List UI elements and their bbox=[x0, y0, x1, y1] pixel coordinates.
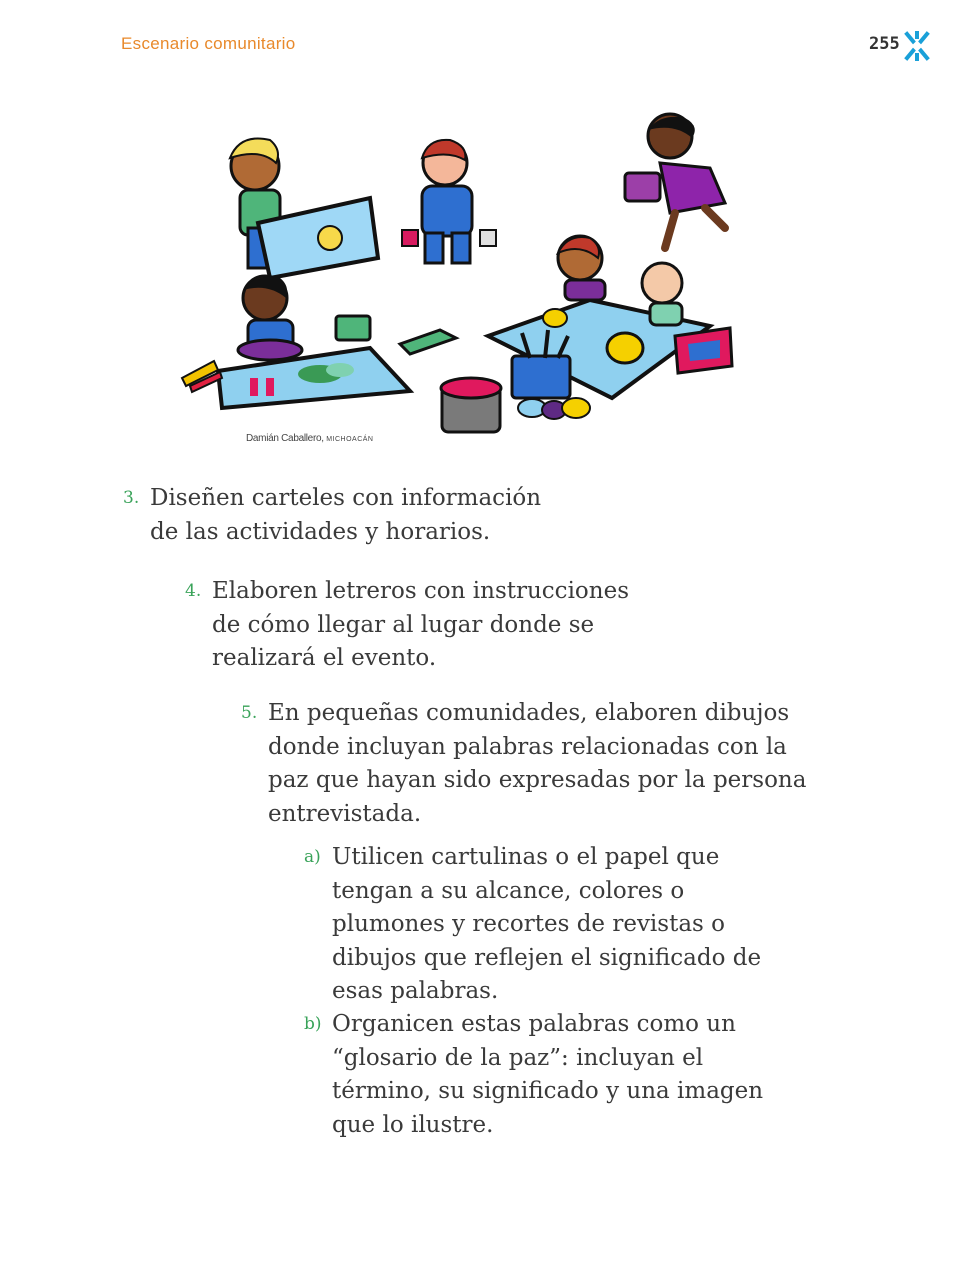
list-item-step-5 bbox=[241, 697, 807, 831]
substep-text: Utilicen cartulinas o el papel que tengan a su alcance, colores o plumones y recortes de revistas o dibujos que reflejen el significado de esas palabras. bbox=[332, 844, 762, 1004]
section-title: Escenario comunitario bbox=[121, 34, 296, 53]
cross-knot-logo-icon bbox=[904, 31, 930, 61]
step-text: Diseñen carteles con información de las actividades y horarios. bbox=[150, 485, 542, 545]
substep-label: a) bbox=[304, 847, 321, 867]
step-number: 4. bbox=[185, 581, 202, 601]
credit-region: MICHOACÁN bbox=[326, 436, 374, 443]
substep-text: Organicen estas palabras como un “glosario de la paz”: incluyan el término, su significado y una imagen que lo ilustre. bbox=[332, 1011, 764, 1138]
step-number: 5. bbox=[241, 703, 258, 723]
step-text: En pequeñas comunidades, elaboren dibujos donde incluyan palabras relacionadas con la paz que hayan sido expresadas por la persona entrevistada. bbox=[268, 700, 807, 827]
list-item-step-3 bbox=[123, 482, 542, 549]
list-item-step-4 bbox=[185, 575, 629, 676]
step-text: Elaboren letreros con instrucciones de cómo llegar al lugar donde se realizará el evento. bbox=[212, 578, 629, 671]
credit-name: Damián Caballero, bbox=[246, 433, 324, 444]
list-item-substep-a bbox=[304, 841, 762, 1009]
illustration-credit bbox=[246, 433, 373, 444]
substep-label: b) bbox=[304, 1014, 322, 1034]
children-painting-illustration bbox=[170, 108, 745, 443]
step-number: 3. bbox=[123, 488, 140, 508]
list-item-substep-b bbox=[304, 1008, 764, 1142]
page-number: 255 bbox=[869, 34, 900, 54]
